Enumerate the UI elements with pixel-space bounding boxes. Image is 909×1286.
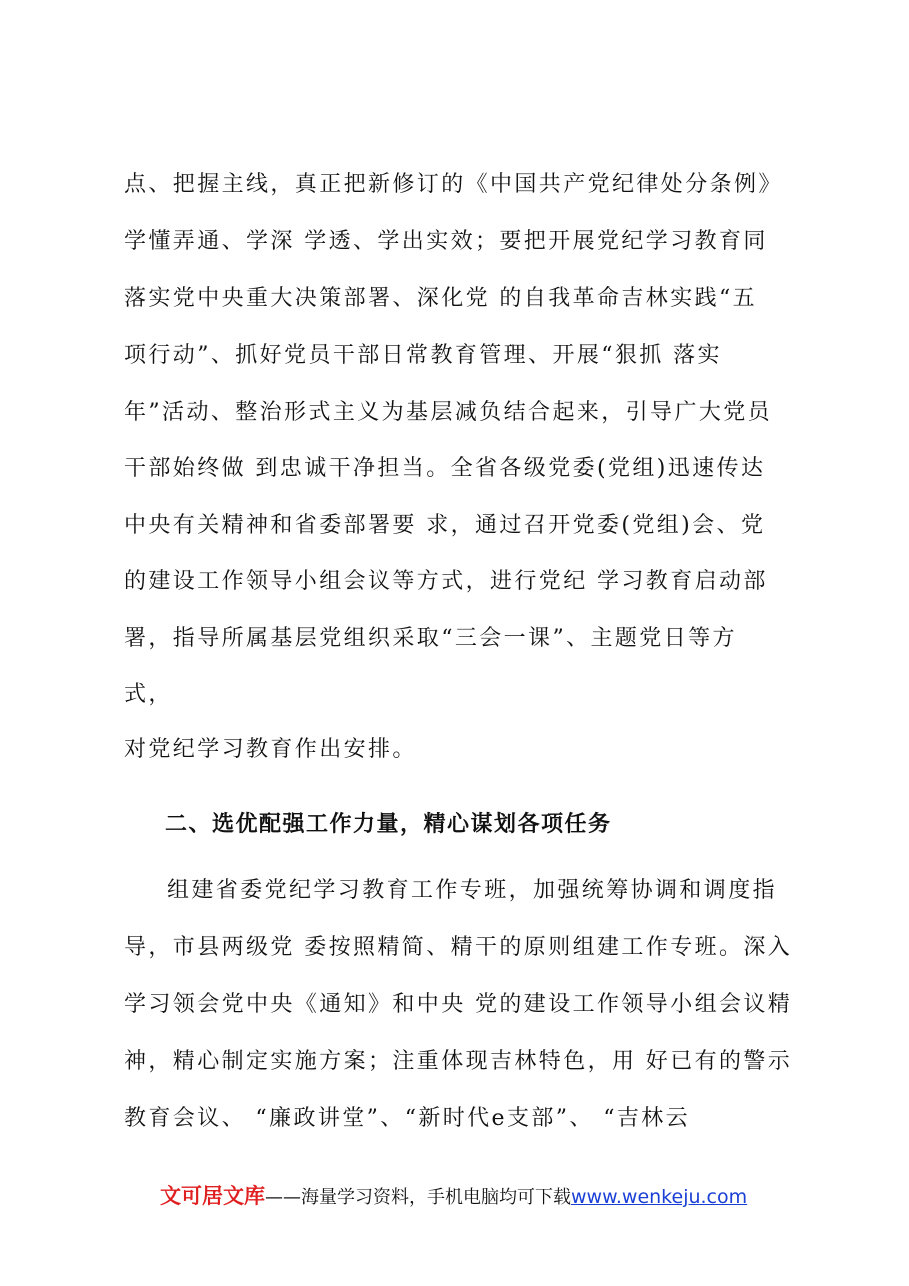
paragraph-line: 的建设工作领导小组会议等方式，进行党纪 学习教育启动部 [124, 569, 768, 594]
paragraph-line: 式， [124, 682, 173, 707]
paragraph-line: 署，指导所属基层党组织采取“三会一课”、主题党日等方 [124, 626, 737, 651]
paragraph-line: 年”活动、整治形式主义为基层减负结合起来，引导广大党员 [124, 400, 773, 425]
paragraph-line: 导，市县两级党 委按照精简、精干的原则组建工作专班。深入 [124, 935, 793, 960]
paragraph-line: 学习领会党中央《通知》和中央 党的建设工作领导小组会议精 [124, 992, 793, 1017]
paragraph-line: 学懂弄通、学深 学透、学出实效；要把开展党纪学习教育同 [124, 229, 768, 254]
paragraph-line: 干部始终做 到忠诚干净担当。全省各级党委(党组)迅速传达 [124, 456, 766, 481]
footer-watermark [160, 1182, 747, 1212]
section-heading: 二、选优配强工作力量，精心谋划各项任务 [165, 812, 612, 837]
paragraph-line: 点、把握主线，真正把新修订的《中国共产党纪律处分条例》 [124, 172, 783, 197]
footer-link[interactable]: www.wenkeju.com [571, 1186, 748, 1208]
paragraph-line: 落实党中央重大决策部署、深化党 的自我革命吉林实践“五 [124, 286, 758, 311]
paragraph-line: 神，精心制定实施方案；注重体现吉林特色，用 好已有的警示 [124, 1049, 793, 1074]
footer-brand: 文可居文库 [160, 1184, 265, 1208]
paragraph-line: 项行动”、抓好党员干部日常教育管理、开展“狠抓 落实 [124, 343, 722, 368]
paragraph-line: 中央有关精神和省委部署要 求，通过召开党委(党组)会、党 [124, 513, 766, 538]
paragraph-line: 对党纪学习教育作出安排。 [124, 737, 417, 762]
footer-text: ——海量学习资料，手机电脑均可下载 [265, 1187, 571, 1208]
paragraph-line: 教育会议、 “廉政讲堂”、“新时代e支部”、 “吉林云 [124, 1106, 691, 1131]
paragraph-line: 组建省委党纪学习教育工作专班，加强统筹协调和调度指 [167, 878, 778, 903]
